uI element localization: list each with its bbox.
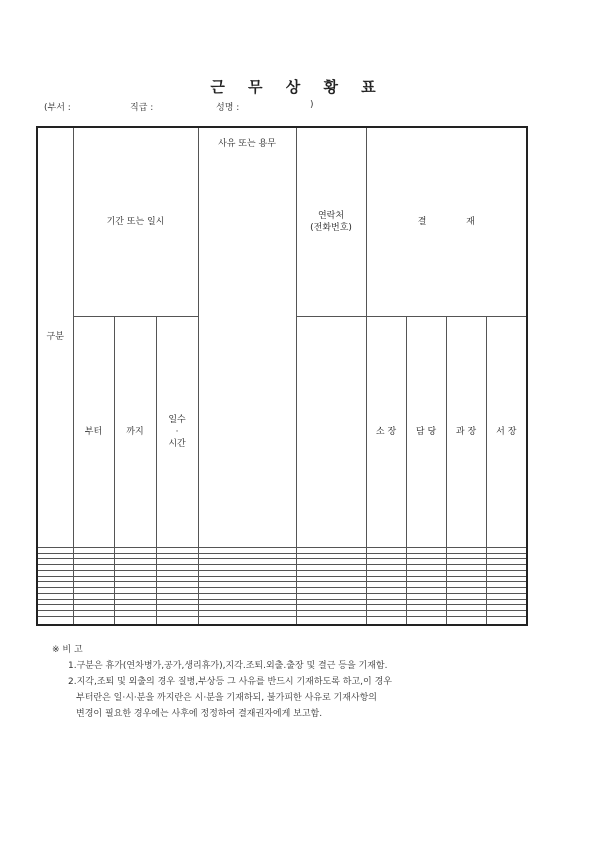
table-body <box>37 547 527 625</box>
table-row <box>37 616 527 625</box>
table-cell[interactable] <box>37 616 73 625</box>
header-contact-line1: 연락처 <box>317 211 345 222</box>
header-contact-line2: (전화번호) <box>310 223 352 234</box>
dept-label: (부서 : <box>44 103 71 113</box>
table-cell[interactable] <box>486 616 527 625</box>
approver-director: 서 장 <box>486 317 527 547</box>
name-label: 성명 : <box>216 103 240 113</box>
notes-heading: ※ 비 고 <box>52 645 83 655</box>
header-period: 기간 또는 일시 <box>73 127 198 317</box>
header-reason: 사유 또는 용무 <box>198 127 296 547</box>
note-line-3: 부터란은 일·시·분을 까지란은 시·분을 기재하되, 불가피한 사유로 기재사항의 <box>76 693 377 703</box>
table-cell[interactable] <box>296 616 366 625</box>
table-cell[interactable] <box>198 616 296 625</box>
table-cell[interactable] <box>114 616 156 625</box>
subheader-from: 부터 <box>73 317 114 547</box>
header-approval <box>366 127 527 317</box>
header-row <box>37 127 527 317</box>
notes-section <box>52 642 392 722</box>
header-contact <box>296 127 366 317</box>
approver-section-head: 과 장 <box>446 317 486 547</box>
note-line-1: 1.구분은 휴가(연차병가,공가,생리휴가),지각.조퇴.외출.출장 및 결근 등을 기재함. <box>68 661 388 671</box>
header-category: 구분 <box>37 127 73 547</box>
attendance-table <box>36 126 528 626</box>
subheader-days-line3: 시간 <box>168 439 186 450</box>
approver-staff: 담 당 <box>406 317 446 547</box>
table-cell[interactable] <box>446 616 486 625</box>
header-approval-1: 결 <box>417 217 427 228</box>
table-cell[interactable] <box>366 616 406 625</box>
subheader-contact-blank <box>296 317 366 547</box>
note-line-2: 2.지각,조퇴 및 외출의 경우 질병,부상등 그 사유를 반드시 기재하도록 하고,이 경우 <box>68 677 392 687</box>
table-cell[interactable] <box>156 616 198 625</box>
approver-chief: 소 장 <box>366 317 406 547</box>
subheader-days <box>156 317 198 547</box>
subheader-days-line2: · <box>175 427 179 438</box>
info-close: ) <box>310 100 314 110</box>
note-line-4: 변경이 필요한 경우에는 사후에 정정하여 결재권자에게 보고함. <box>76 709 323 719</box>
rank-label: 직급 : <box>130 103 154 113</box>
table-cell[interactable] <box>406 616 446 625</box>
subheader-days-line1: 일수 <box>168 415 186 426</box>
document-title: 근 무 상 황 표 <box>210 78 385 96</box>
header-approval-2: 재 <box>466 217 475 228</box>
subheader-to: 까지 <box>114 317 156 547</box>
table-cell[interactable] <box>73 616 114 625</box>
